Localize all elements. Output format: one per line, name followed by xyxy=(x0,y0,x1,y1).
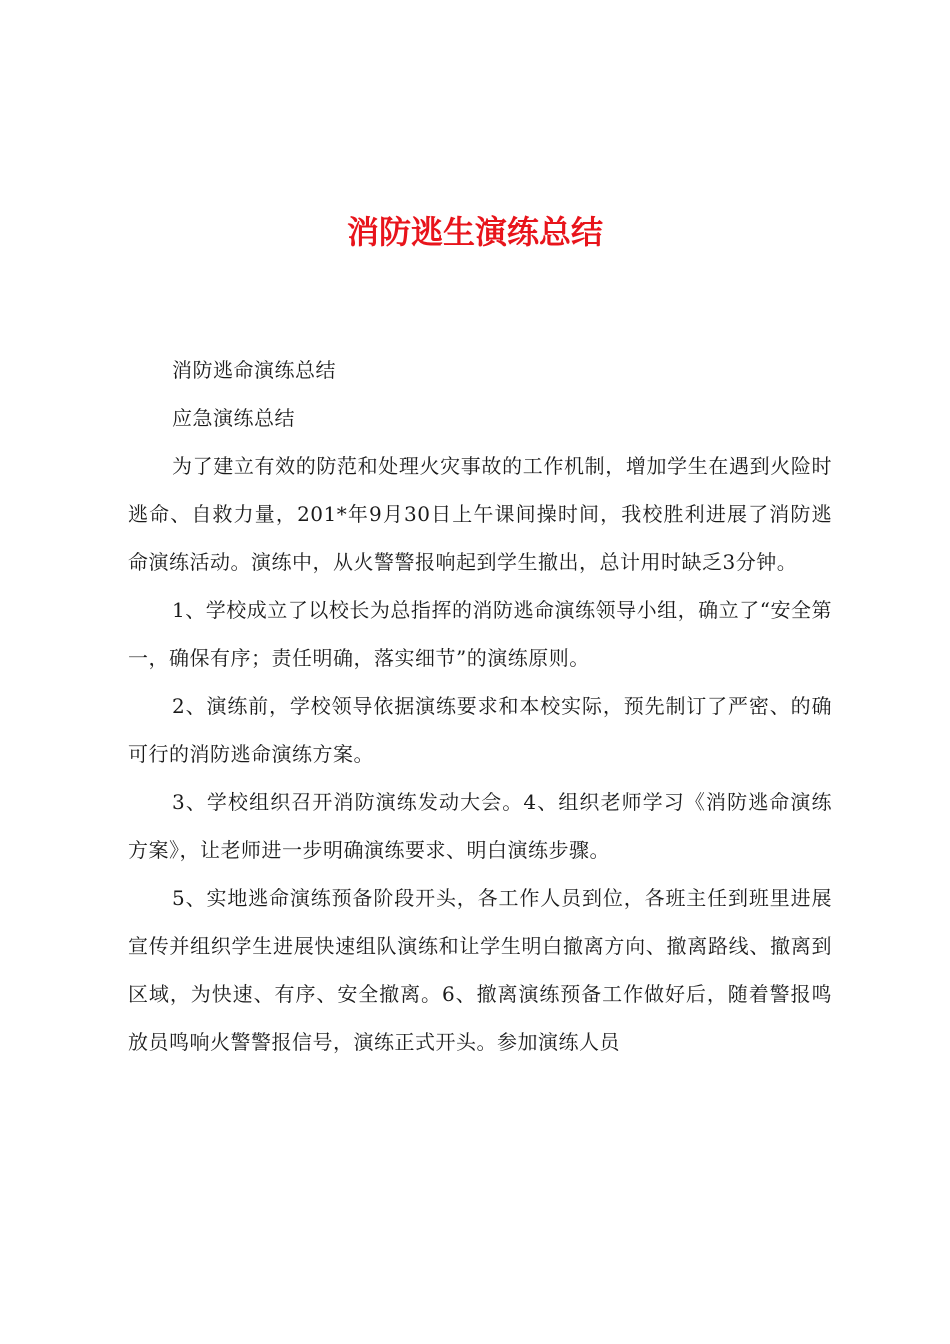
paragraph-intro: 为了建立有效的防范和处理火灾事故的工作机制，增加学生在遇到火险时逃命、自救力量，201*年9月30日上午课间操时间，我校胜利进展了消防逃命演练活动。演练中，从火警警报响起到学生撤出，总计用时缺乏3分钟。 xyxy=(128,454,832,574)
paragraph-item-5-6: 5、实地逃命演练预备阶段开头，各工作人员到位，各班主任到班里进展宣传并组织学生进展快速组队演练和让学生明白撤离方向、撤离路线、撤离到区域，为快速、有序、安全撤离。6、撤离演练预备工作做好后，随着警报鸣放员鸣响火警警报信号，演练正式开头。参加演练人员 xyxy=(128,886,832,1054)
paragraph-item-3-4: 3、学校组织召开消防演练发动大会。4、组织老师学习《消防逃命演练方案》，让老师进一步明确演练要求、明白演练步骤。 xyxy=(128,790,832,862)
document-body xyxy=(128,346,832,1066)
paragraph-item-1: 1、学校成立了以校长为总指挥的消防逃命演练领导小组，确立了“安全第一，确保有序；责任明确，落实细节”的演练原则。 xyxy=(128,598,832,670)
paragraph-subtitle-2: 应急演练总结 xyxy=(172,406,295,430)
document-title: 消防逃生演练总结 xyxy=(346,213,603,251)
paragraph-item-2: 2、演练前，学校领导依据演练要求和本校实际，预先制订了严密、的确可行的消防逃命演练方案。 xyxy=(128,694,832,766)
paragraph-subtitle-1: 消防逃命演练总结 xyxy=(172,358,336,382)
